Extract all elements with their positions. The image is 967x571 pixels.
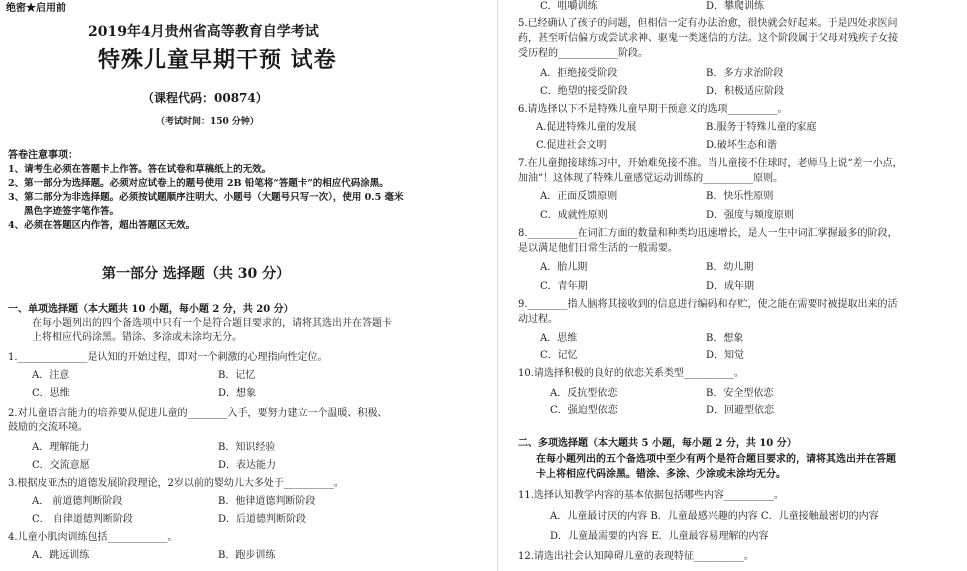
question-stem: 4.儿童小肌肉训练包括____________。 xyxy=(8,532,178,543)
option: B．幼儿期 xyxy=(706,262,754,273)
notes-heading: 答卷注意事项： xyxy=(8,150,78,161)
option: C． 自律道德判断阶段 xyxy=(32,514,133,525)
option-row: A．儿童最讨厌的内容 B．儿童最感兴趣的内容 C．儿童接触最密切的内容 xyxy=(550,511,879,522)
option: C．成就性原则 xyxy=(540,210,608,221)
note-item: 黑色字迹签字笔作答。 xyxy=(24,206,120,217)
option: A．胎儿期 xyxy=(540,262,588,273)
option: B．记忆 xyxy=(218,370,256,381)
note-item: 3、第二部分为非选择题。必须按试题顺序注明大、小题号（大题号只写一次），使用 0.5 毫米 xyxy=(8,192,404,203)
option: A．思维 xyxy=(540,333,578,344)
option: C．交流意愿 xyxy=(32,460,90,471)
note-item: 1、请考生必须在答题卡上作答。答在试卷和草稿纸上的无效。 xyxy=(8,164,272,175)
option: C．思维 xyxy=(32,388,70,399)
option: D．攀爬训练 xyxy=(706,1,765,12)
question-stem: 11.选择认知教学内容的基本依据包括哪些内容__________。 xyxy=(518,490,784,501)
page-divider xyxy=(497,0,498,571)
option: A．理解能力 xyxy=(32,442,90,453)
question-stem: 药，甚至听信偏方或尝试求神、驱鬼一类迷信的方法。这个阶段属于父母对残疾子女接 xyxy=(518,33,898,44)
question-stem: 6.请选择以下不是特殊儿童早期干预意义的选项__________。 xyxy=(518,104,788,115)
option: C．咀嚼训练 xyxy=(540,1,598,12)
option: D．后道德判断阶段 xyxy=(218,514,307,525)
exam-time: （考试时间：150 分钟） xyxy=(156,117,259,127)
paper-title: 特殊儿童早期干预 试卷 xyxy=(98,47,337,73)
question-stem: 2.对儿童语言能力的培养要从促进儿童的________入手，要努力建立一个温暖、积极、 xyxy=(8,408,388,419)
option: A．反抗型依恋 xyxy=(550,388,618,399)
option: B．跑步训练 xyxy=(218,550,276,561)
option: C．绝望的接受阶段 xyxy=(540,86,628,97)
option: A．注意 xyxy=(32,370,70,381)
exam-title: 2019年4月贵州省高等教育自学考试 xyxy=(88,24,319,40)
question-stem: 动过程。 xyxy=(518,314,558,325)
section1-desc: 上将相应代码涂黑。错涂、多涂或未涂均无分。 xyxy=(32,332,242,343)
question-stem: 受历程的____________阶段。 xyxy=(518,48,648,59)
option: A.促进特殊儿童的发展 xyxy=(536,122,637,133)
section1-title: 一、单项选择题（本大题共 10 小题，每小题 2 分，共 20 分） xyxy=(8,304,294,315)
section2-title: 二、多项选择题（本大题共 5 小题，每小题 2 分，共 10 分） xyxy=(518,438,797,449)
option: D．表达能力 xyxy=(218,460,277,471)
section2-desc: 在每小题列出的五个备选项中至少有两个是符合题目要求的，请将其选出并在答题 xyxy=(536,454,896,465)
question-stem: 3.根据皮亚杰的道德发展阶段理论，2岁以前的婴幼儿大多处于__________。 xyxy=(8,478,344,489)
option: D．强度与频度原则 xyxy=(706,210,795,221)
option: D．成年期 xyxy=(706,281,755,292)
question-stem: 7.在儿童抛接球练习中，开始难免接不准。当儿童接不住球时，老师马上说“差一小点， xyxy=(518,158,903,169)
question-stem: 5.已经确认了孩子的问题，但相信一定有办法治愈，很快就会好起来。于是四处求医问 xyxy=(518,18,898,29)
option: D．回避型依恋 xyxy=(706,405,775,416)
option: B．他律道德判断阶段 xyxy=(218,496,316,507)
option: A．跳远训练 xyxy=(32,550,90,561)
option: A．拒绝接受阶段 xyxy=(540,68,618,79)
question-stem: 12.请选出社会认知障碍儿童的表现特征__________。 xyxy=(518,551,754,562)
question-stem: 1.______________是认知的开始过程，即对一个刺激的心理指向性定位。 xyxy=(8,352,328,363)
note-item: 4、必须在答题区内作答，超出答题区无效。 xyxy=(8,220,196,231)
option: D．想象 xyxy=(218,388,257,399)
section2-desc: 卡上将相应代码涂黑。错涂、多涂、少涂或未涂均无分。 xyxy=(536,469,786,480)
question-stem: 8.__________在词汇方面的数量和种类均迅速增长，是人一生中词汇掌握最多的阶段， xyxy=(518,228,898,239)
option-row: D．儿童最需要的内容 E．儿童最容易理解的内容 xyxy=(550,531,769,542)
note-item: 2、第一部分为选择题。必须对应试卷上的题号使用 2B 铅笔将“答题卡”的相应代码涂黑。 xyxy=(8,178,389,189)
secret-mark: 绝密★启用前 xyxy=(6,3,66,14)
section1-desc: 在每小题列出的四个备选项中只有一个是符合题目要求的，请将其选出并在答题卡 xyxy=(32,318,392,329)
question-stem: 鼓励的交流环境。 xyxy=(8,422,88,433)
option: B．安全型依恋 xyxy=(706,388,774,399)
question-stem: 是以满足他们日常生活的一般需要。 xyxy=(518,243,678,254)
option: B．知识经验 xyxy=(218,442,276,453)
question-stem: 9.________指人脑将其接收到的信息进行编码和存贮，使之能在需要时被提取出来的活 xyxy=(518,299,898,310)
option: B．想象 xyxy=(706,333,744,344)
option: B．快乐性原则 xyxy=(706,191,774,202)
option: C．记忆 xyxy=(540,350,578,361)
option: D．积极适应阶段 xyxy=(706,86,785,97)
option: D.破坏生态和谐 xyxy=(706,140,777,151)
option: D．知觉 xyxy=(706,350,745,361)
option: B．多方求治阶段 xyxy=(706,68,784,79)
option: B.服务于特殊儿童的家庭 xyxy=(706,122,817,133)
course-code: （课程代码：00874） xyxy=(142,91,268,105)
question-stem: 10.请选择积极的良好的依恋关系类型__________。 xyxy=(518,368,744,379)
option: A． 前道德判断阶段 xyxy=(32,496,123,507)
option: C．强迫型依恋 xyxy=(550,405,618,416)
option: C.促进社会文明 xyxy=(536,140,607,151)
question-stem: 加油”！这体现了特殊儿童感觉运动训练的__________原则。 xyxy=(518,173,784,184)
part1-title: 第一部分 选择题（共 30 分） xyxy=(102,266,291,282)
option: A．正面反馈原则 xyxy=(540,191,618,202)
option: C．青年期 xyxy=(540,281,588,292)
